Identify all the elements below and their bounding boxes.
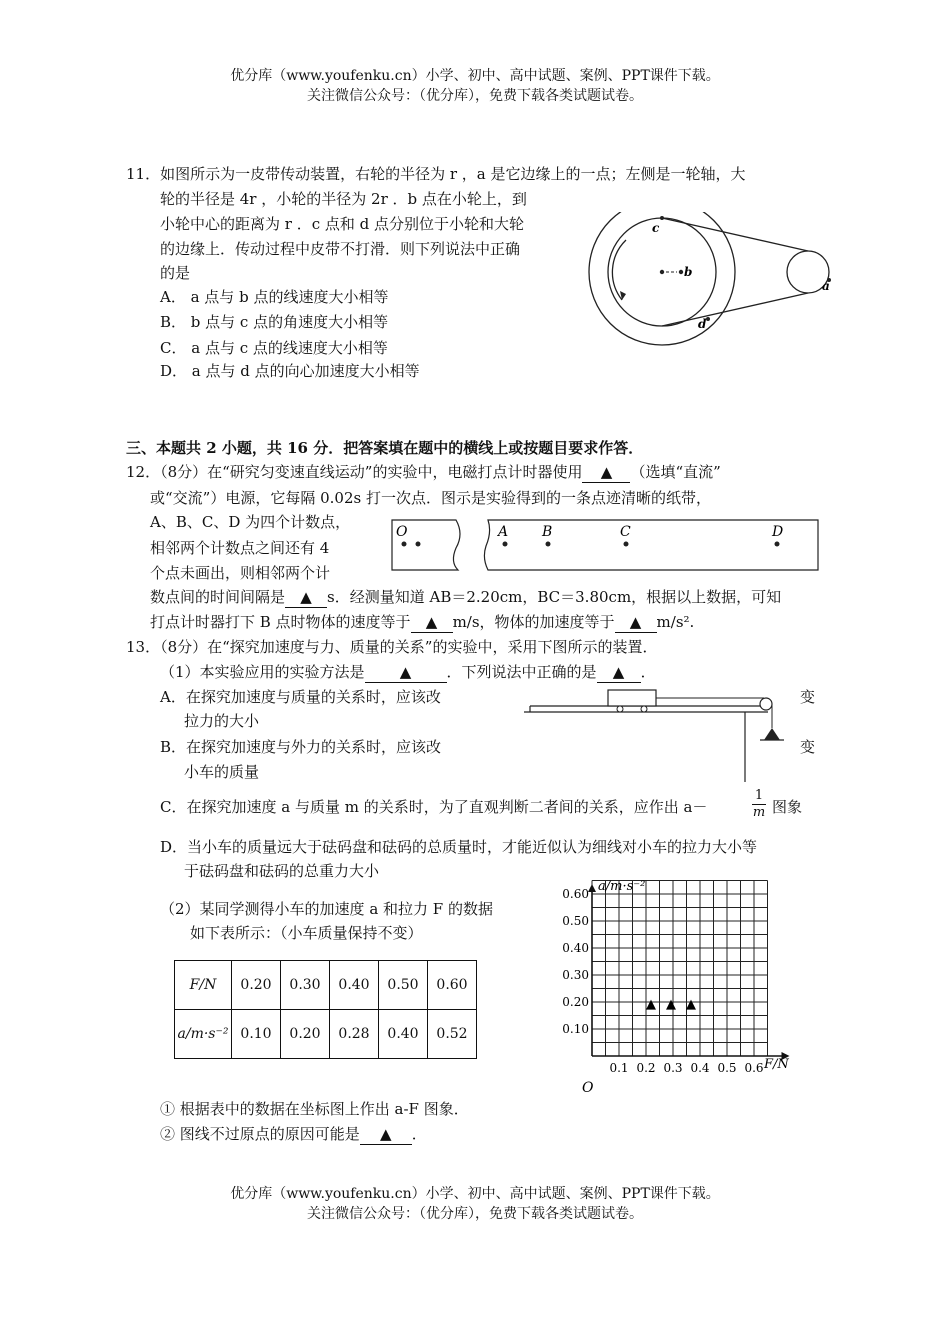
fraction-denominator: m (752, 805, 766, 820)
header-line-2: 关注微信公众号：（优分库），免费下载各类试题试卷。 (307, 88, 643, 104)
q11-option-a: A． a 点与 b 点的线速度大小相等 (160, 288, 389, 306)
grid-lines (592, 881, 768, 1057)
q12-blank-3: ▲ (411, 612, 453, 633)
x-tick-label: 0.2 (636, 1061, 656, 1075)
q13-part1-c: ． (640, 663, 656, 681)
q13-step-2b: ． (411, 1125, 427, 1143)
q13-part2-a: （2）某同学测得小车的加速度 a 和拉力 F 的数据 (160, 900, 493, 918)
q11-line-2: 轮的半径是 4r ，小轮的半径为 2r ．b 点在小轮上，到 (160, 190, 527, 208)
q13-option-c-fraction (752, 788, 766, 821)
q12-line-7a: 打点计时器打下 B 点时物体的速度等于 (150, 613, 411, 631)
table-cell: 0.20 (232, 961, 281, 1010)
tape-label-a: A (498, 524, 509, 540)
table-cell: 0.50 (379, 961, 428, 1010)
q12-line-5: 个点未画出，则相邻两个计 (150, 564, 331, 582)
y-tick-label: 0.40 (562, 941, 589, 955)
q13-part1-b: ．下列说法中正确的是 (446, 663, 597, 681)
y-tick-label: 0.50 (562, 914, 589, 928)
q11-line-3: 小轮中心的距离为 r ．c 点和 d 点分别位于小轮和大轮 (160, 215, 525, 233)
section-3-heading: 三、本题共 2 小题，共 16 分．把答案填在题中的横线上或按题目要求作答． (126, 439, 644, 457)
x-tick-label: 0.1 (609, 1061, 629, 1075)
q13-step-2a: ② 图线不过原点的原因可能是 (160, 1125, 360, 1143)
q13-part1-a: （1）本实验应用的实验方法是 (160, 663, 365, 681)
tape-label-o: O (396, 524, 408, 540)
table-cell: 0.60 (428, 961, 477, 1010)
q13-blank-2: ▲ (597, 662, 641, 683)
table-header-a: a/m·s⁻² (175, 1010, 232, 1059)
label-c: c (652, 221, 660, 235)
tape-label-b: B (542, 524, 553, 540)
tape-label-c: C (620, 524, 631, 540)
table-cell: 0.30 (281, 961, 330, 1010)
table-cell: 0.10 (232, 1010, 281, 1059)
y-axis-label: a/m·s⁻² (598, 879, 646, 894)
q12-line-7c: m/s². (656, 613, 695, 631)
data-table (174, 960, 477, 1059)
axes (588, 884, 790, 1060)
q13-option-b-1: B．在探究加速度与外力的关系时，应该改 (160, 738, 442, 756)
q11-option-d: D． a 点与 d 点的向心加速度大小相等 (160, 362, 420, 380)
q13-option-a-1: A．在探究加速度与质量的关系时，应该改 (160, 688, 441, 706)
footer-line-2: 关注微信公众号：（优分库），免费下载各类试题试卷。 (307, 1206, 643, 1222)
q13-option-c-2: 图象 (772, 798, 803, 816)
q12-blank-4: ▲ (615, 612, 657, 633)
q12-blank-1: ▲ (582, 462, 630, 483)
q11-option-c: C． a 点与 c 点的线速度大小相等 (160, 339, 388, 357)
fraction-numerator: 1 (752, 788, 766, 805)
cart-apparatus-figure (494, 682, 794, 786)
q11-line-4: 的边缘上．传动过程中皮带不打滑．则下列说法中正确 (160, 240, 521, 258)
table-cell: 0.40 (379, 1010, 428, 1059)
x-tick-label: 0.4 (690, 1061, 710, 1075)
paper-tape-figure (382, 514, 822, 576)
origin-label: O (582, 1080, 594, 1096)
label-a: a (822, 279, 830, 293)
q12-blank-2: ▲ (285, 587, 327, 608)
q13-blank-1: ▲ (365, 662, 447, 683)
belt-pulley-figure (582, 212, 842, 362)
table-cell: 0.28 (330, 1010, 379, 1059)
q12-line-3: A、B、C、D 为四个计数点， (150, 513, 351, 531)
y-axis-arrow (588, 884, 596, 892)
grid-marker-2: ▲ (666, 997, 676, 1012)
grid-marker-1: ▲ (646, 997, 656, 1012)
q13-step-1: ① 根据表中的数据在坐标图上作出 a-F 图象． (160, 1100, 469, 1118)
q13-option-b-2: 小车的质量 (184, 763, 260, 781)
x-tick-label: 0.3 (663, 1061, 683, 1075)
y-tick-label: 0.30 (562, 968, 589, 982)
y-tick-label: 0.10 (562, 1022, 589, 1036)
q13-option-a-3: 变 (800, 688, 816, 706)
q12-line-4: 相邻两个计数点之间还有 4 (150, 539, 330, 557)
q13-line-1: 13．（8分）在“探究加速度与力、质量的关系”的实验中，采用下图所示的装置． (126, 638, 658, 656)
x-tick-label: 0.6 (744, 1061, 764, 1075)
q12-line-1a: 12．（8分）在“研究匀变速直线运动”的实验中，电磁打点计时器使用 (126, 463, 583, 481)
table-row (175, 1010, 477, 1059)
table-row (175, 961, 477, 1010)
q13-part2-b: 如下表所示：（小车质量保持不变） (190, 924, 423, 942)
q13-option-d-1: D．当小车的质量远大于砝码盘和砝码的总质量时，才能近似认为细线对小车的拉力大小等 (160, 838, 758, 856)
q11-line-5: 的是 (160, 264, 191, 282)
a-f-coordinate-grid (560, 876, 800, 1098)
header-line-1: 优分库（www.youfenku.cn）小学、初中、高中试题、案例、PPT课件下载。 (230, 68, 720, 84)
table-header-f: F/N (175, 961, 232, 1010)
table-cell: 0.40 (330, 961, 379, 1010)
q13-option-a-2: 拉力的大小 (184, 712, 260, 730)
y-tick-label: 0.60 (562, 887, 589, 901)
q13-blank-3: ▲ (360, 1124, 412, 1145)
q13-option-b-3: 变 (800, 738, 816, 756)
q11-line-1: 11．如图所示为一皮带传动装置，右轮的半径为 r ，a 是它边缘上的一点；左侧是一轮轴，大 (126, 165, 746, 183)
y-tick-label: 0.20 (562, 995, 589, 1009)
tape-label-d: D (772, 524, 784, 540)
grid-marker-3: ▲ (686, 997, 696, 1012)
q12-line-7b: m/s，物体的加速度等于 (452, 613, 615, 631)
label-d: d (698, 317, 707, 331)
q12-line-6b: s．经测量知道 AB＝2.20cm，BC＝3.80cm，根据以上数据，可知 (327, 588, 782, 606)
footer-line-1: 优分库（www.youfenku.cn）小学、初中、高中试题、案例、PPT课件下载。 (230, 1186, 720, 1202)
table-cell: 0.20 (281, 1010, 330, 1059)
table-cell: 0.52 (428, 1010, 477, 1059)
q12-line-6a: 数点间的时间间隔是 (150, 588, 286, 606)
q13-option-d-2: 于砝码盘和砝码的总重力大小 (184, 862, 380, 880)
q11-option-b: B． b 点与 c 点的角速度大小相等 (160, 313, 389, 331)
q12-line-1b: （选填“直流” (630, 463, 721, 481)
x-tick-label: 0.5 (717, 1061, 737, 1075)
label-b: b (684, 265, 693, 279)
x-axis-label: F/N (764, 1057, 789, 1072)
q12-line-2: 或“交流”）电源，它每隔 0.02s 打一次点．图示是实验得到的一条点迹清晰的纸带， (150, 489, 711, 507)
q13-option-c-1: C．在探究加速度 a 与质量 m 的关系时，为了直观判断二者间的关系，应作出 a－ (160, 798, 708, 816)
